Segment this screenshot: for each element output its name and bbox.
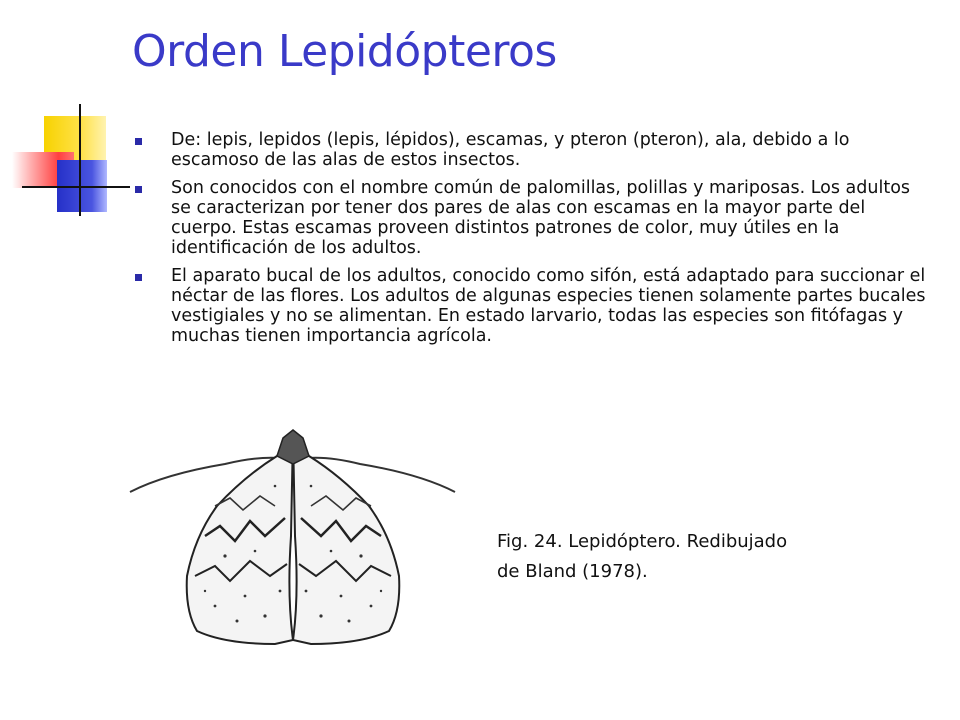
bullet-text: Son conocidos con el nombre común de palomillas, polillas y mariposas. Los adultos se caracterizan por tener dos pares de alas con escamas en la mayor parte del cuerpo. Estas escamas proveen distintos patrones de color, muy útiles en la identificación de los adultos. — [171, 178, 911, 258]
slide-title: Orden Lepidópteros — [132, 26, 557, 77]
bullet-item — [135, 130, 935, 170]
moth-illustration-icon — [125, 426, 460, 666]
caption-line-1: Fig. 24. Lepidóptero. Redibujado — [497, 531, 788, 552]
bullet-item — [135, 178, 935, 258]
bullet-text: De: lepis, lepidos (lepis, lépidos), escamas, y pteron (pteron), ala, debido a lo escamoso de las alas de estos insectos. — [171, 130, 850, 170]
corner-decoration — [0, 0, 130, 230]
bullet-list — [135, 130, 935, 354]
bullet-square-icon — [135, 274, 142, 281]
caption-line-2: de Bland (1978). — [497, 561, 648, 582]
bullet-square-icon — [135, 186, 142, 193]
figure-caption — [497, 527, 877, 587]
vertical-line — [79, 104, 81, 216]
horizontal-line — [22, 186, 130, 188]
bullet-square-icon — [135, 138, 142, 145]
bullet-text: El aparato bucal de los adultos, conocido como sifón, está adaptado para succionar el néctar de las flores. Los adultos de algunas especies tienen solamente partes bucales vestigiales y no se alimentan. En estado larvario, todas las especies son fitófagas y muchas tienen importancia agrícola. — [171, 266, 926, 346]
bullet-item — [135, 266, 935, 346]
